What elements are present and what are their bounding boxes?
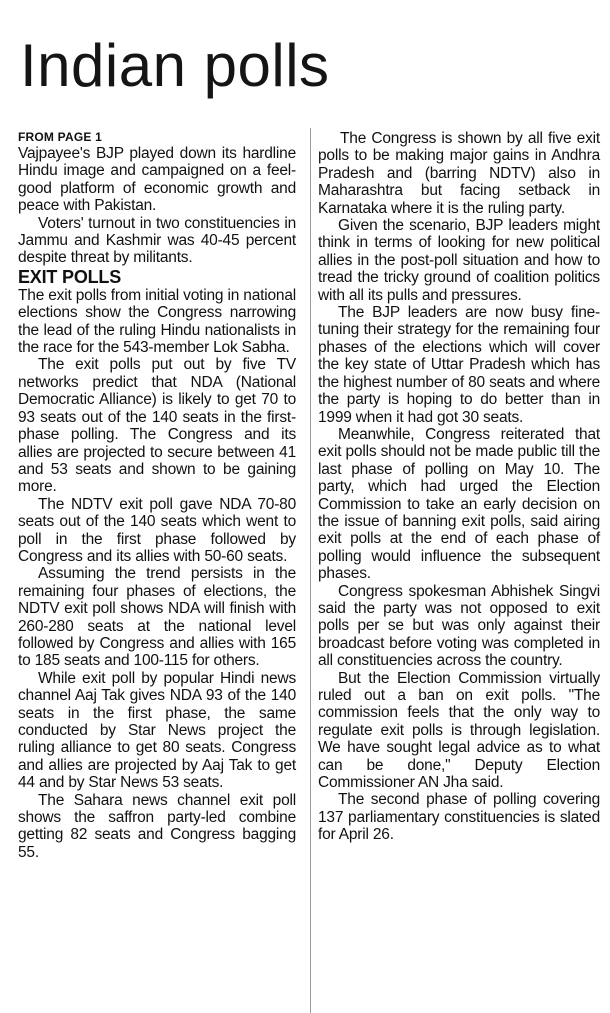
article-paragraph: Congress spokesman Abhishek Singvi said the party was not opposed to exit polls per se but was only against their broadcast before voting was completed in all constituencies across the country. [318, 582, 600, 670]
article-paragraph: The NDTV exit poll gave NDA 70-80 seats out of the 140 seats which went to poll in the first phase followed by Congress and its allies with 50-60 seats. [18, 495, 296, 565]
article-paragraph: The Congress is shown by all five exit polls to be making major gains in Andhra Pradesh and (barring NDTV) also in Maharashtra but facing setback in Karnataka where it is the ruling party. [318, 130, 600, 217]
article-paragraph: The exit polls from initial voting in national elections show the Congress narrowing the lead of the ruling Hindu nationalists in the race for the 543-member Lok Sabha. [18, 286, 296, 357]
article-paragraph: Meanwhile, Congress reiterated that exit polls should not be made public till the last phase of polling on May 10. The party, which had urged the Election Commission to take an early decision on the issue of banning exit polls, said airing exit polls at the end of each phase of polling would influence the subsequent phases. [318, 425, 600, 583]
article-paragraph: Assuming the trend persists in the remaining four phases of elections, the NDTV exit poll shows NDA will finish with 260-280 seats at the national level followed by Congress and allies with 165 to 185 seats and 100-115 for others. [18, 565, 296, 670]
right-column [318, 130, 600, 844]
article-paragraph: Voters' turnout in two constituencies in Jammu and Kashmir was 40-45 percent despite threat by militants. [18, 214, 296, 267]
article-paragraph: But the Election Commission virtually ruled out a ban on exit polls. "The commission feels that the only way to regulate exit polls is through legislation. We have sought legal advice as to what can be done," Deputy Election Commissioner AN Jha said. [318, 669, 600, 792]
article-paragraph: Vajpayee's BJP played down its hardline Hindu image and campaigned on a feel-good platform of economic growth and peace with Pakistan. [18, 145, 296, 215]
headline: Indian polls [20, 32, 330, 99]
article-paragraph: Given the scenario, BJP leaders might think in terms of looking for new political allies in the post-poll situation and how to tread the tricky ground of coalition politics with all its pulls and pressures. [318, 217, 600, 304]
article-paragraph: The Sahara news channel exit poll shows the saffron party-led combine getting 82 seats and Congress bagging 55. [18, 791, 296, 861]
kicker: FROM PAGE 1 [18, 130, 102, 144]
left-column [18, 130, 296, 861]
subhead-exit-polls: EXIT POLLS [18, 266, 122, 287]
article-paragraph: The BJP leaders are now busy fine-tuning their strategy for the remaining four phases of the elections which will cover the key state of Uttar Pradesh which has the highest number of 80 seats and where the party is hoping to do better than in 1999 when it had got 30 seats. [318, 304, 600, 426]
article-paragraph: While exit poll by popular Hindi news channel Aaj Tak gives NDA 93 of the 140 seats in the first phase, the same conducted by Star News project the ruling alliance to get 80 seats. Congress and allies are projected by Aaj Tak to get 44 and by Star News 53 seats. [18, 669, 296, 792]
column-divider [310, 128, 311, 1013]
article-paragraph: The second phase of polling covering 137 parliamentary constituencies is slated for April 26. [318, 791, 600, 844]
article-paragraph: The exit polls put out by five TV networks predict that NDA (National Democratic Alliance) is likely to get 70 to 93 seats out of the 140 seats in the first-phase polling. The Congress and its allies are projected to secure between 41 and 53 seats and shown to be gaining more. [18, 356, 296, 496]
